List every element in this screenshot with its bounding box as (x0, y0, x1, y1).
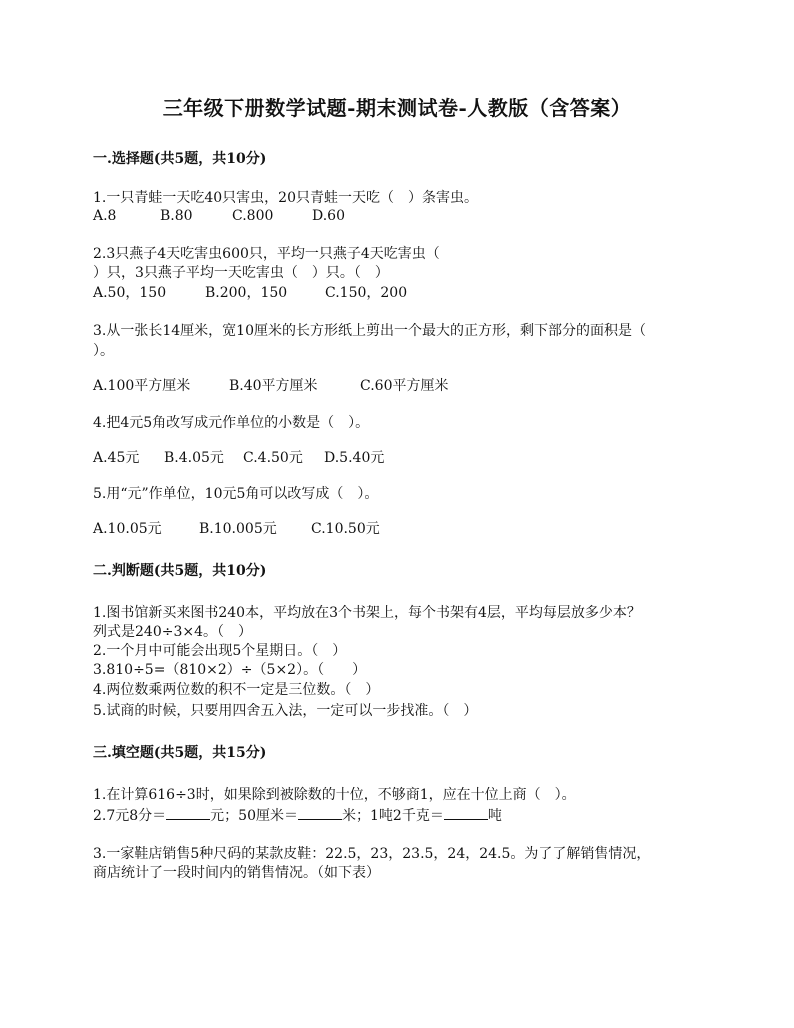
question-text: 1.在计算616÷3时，如果除到被除数的十位，不够商1，应在十位上商（ ）。 (93, 787, 576, 803)
answer-blank[interactable] (298, 806, 342, 820)
text-segment: 吨 (487, 808, 502, 824)
section-heading-choice: 一.选择题(共5题，共10分) (93, 151, 267, 167)
question-text: 2.一个月中可能会出现5个星期日。（ ） (93, 643, 347, 659)
question-text: 3.810÷5=（810×2）÷（5×2）。（ ） (93, 662, 367, 678)
question-text: 5.试商的时候，只要用四舍五入法，一定可以一步找准。（ ） (93, 703, 478, 719)
option: C.800 (232, 208, 274, 224)
options-row (93, 284, 407, 302)
option: B.4.05元 (164, 450, 224, 466)
section-heading-judgement: 二.判断题(共5题，共10分) (93, 563, 267, 579)
question-text: 1.图书馆新买来图书240本，平均放在3个书架上，每个书架有4层，平均每层放多少本？ (93, 605, 641, 621)
options-row (93, 377, 448, 395)
option: C.60平方厘米 (360, 378, 449, 394)
options-row (93, 449, 384, 467)
options-row (93, 207, 345, 225)
text-segment: 2.7元8分＝ (93, 808, 167, 824)
question-text: 1.一只青蛙一天吃40只害虫，20只青蛙一天吃（ ）条害虫。 (93, 190, 478, 206)
question-text: 2.3只燕子4天吃害虫600只，平均一只燕子4天吃害虫（ (93, 246, 440, 262)
question-text: 4.两位数乘两位数的积不一定是三位数。（ ） (93, 682, 380, 698)
option: C.150，200 (325, 285, 408, 301)
option: C.4.50元 (243, 450, 303, 466)
option: A.45元 (93, 450, 140, 466)
option: A.8 (93, 208, 117, 224)
question-text: 列式是240÷3×4。（ ） (93, 624, 252, 640)
answer-blank[interactable] (444, 806, 488, 820)
option: B.200，150 (205, 285, 288, 301)
question-text: 5.用“元”作单位，10元5角可以改写成（ ）。 (93, 486, 379, 502)
option: D.5.40元 (324, 450, 385, 466)
option: B.10.005元 (199, 521, 277, 537)
option: A.100平方厘米 (93, 378, 191, 394)
option: A.50，150 (93, 285, 167, 301)
question-text: ）只，3只燕子平均一天吃害虫（ ）只。（ ） (93, 265, 389, 281)
options-row (93, 520, 380, 538)
question-text: 3.一家鞋店销售5种尺码的某款皮鞋：22.5，23，23.5，24，24.5。为了了解销售情况， (93, 846, 651, 862)
page-title: 三年级下册数学试题-期末测试卷-人教版（含答案） (162, 96, 632, 120)
text-segment: 元；50厘米＝ (210, 808, 298, 824)
question-text: ）。 (93, 343, 114, 359)
option: D.60 (312, 208, 345, 224)
question-fill-blanks (93, 806, 502, 825)
question-text: 4.把4元5角改写成元作单位的小数是（ ）。 (93, 415, 370, 431)
section-heading-fill: 三.填空题(共5题，共15分) (93, 745, 267, 761)
option: B.80 (160, 208, 193, 224)
option: B.40平方厘米 (229, 378, 318, 394)
text-segment: 米；1吨2千克＝ (342, 808, 444, 824)
question-text: 3.从一张长14厘米，宽10厘米的长方形纸上剪出一个最大的正方形，剩下部分的面积是（ (93, 323, 646, 339)
answer-blank[interactable] (166, 806, 210, 820)
option: C.10.50元 (311, 521, 380, 537)
option: A.10.05元 (93, 521, 162, 537)
question-text: 商店统计了一段时间内的销售情况。（如下表） (93, 865, 380, 881)
